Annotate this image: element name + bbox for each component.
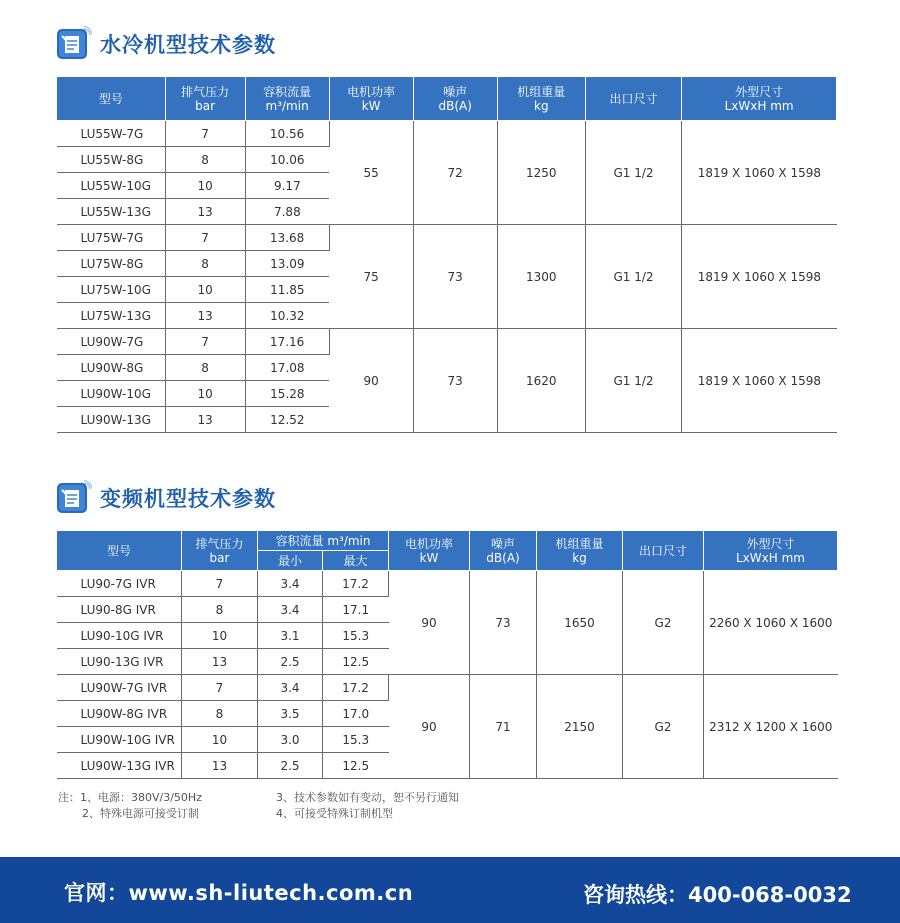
dims-cell: 2312 X 1200 X 1600 bbox=[704, 675, 838, 779]
section1-title-bar bbox=[56, 24, 276, 64]
weight-cell: 1650 bbox=[537, 571, 623, 675]
weight-cell: 2150 bbox=[537, 675, 623, 779]
weight-cell: 1250 bbox=[497, 121, 585, 225]
model-cell: LU90W-7G bbox=[57, 329, 166, 355]
flow-min-cell: 3.1 bbox=[258, 623, 323, 649]
col-model: 型号 bbox=[57, 531, 182, 571]
col-dims: 外型尺寸 LxWxH mm bbox=[682, 77, 837, 121]
flow-cell: 13.09 bbox=[245, 251, 329, 277]
noise-cell: 72 bbox=[413, 121, 497, 225]
outlet-cell: G2 bbox=[623, 675, 704, 779]
table-row bbox=[57, 225, 837, 251]
col-pressure: 排气压力 bar bbox=[182, 531, 258, 571]
col-flow: 容积流量 m³/min bbox=[245, 77, 329, 121]
weight-cell: 1300 bbox=[497, 225, 585, 329]
noise-cell: 73 bbox=[413, 329, 497, 433]
power-cell: 90 bbox=[329, 329, 413, 433]
pressure-cell: 7 bbox=[165, 225, 245, 251]
model-cell: LU90-13G IVR bbox=[57, 649, 182, 675]
col-outlet: 出口尺寸 bbox=[623, 531, 704, 571]
flow-cell: 11.85 bbox=[245, 277, 329, 303]
note-4: 4、可接受特殊订制机型 bbox=[276, 807, 393, 820]
flow-min-cell: 3.0 bbox=[258, 727, 323, 753]
dims-cell: 1819 X 1060 X 1598 bbox=[682, 225, 837, 329]
flow-min-cell: 2.5 bbox=[258, 649, 323, 675]
model-cell: LU55W-7G bbox=[57, 121, 166, 147]
noise-cell: 73 bbox=[470, 571, 537, 675]
pressure-cell: 7 bbox=[182, 675, 258, 701]
pressure-cell: 8 bbox=[182, 597, 258, 623]
outlet-cell: G1 1/2 bbox=[585, 225, 681, 329]
pressure-cell: 8 bbox=[165, 251, 245, 277]
weight-cell: 1620 bbox=[497, 329, 585, 433]
pressure-cell: 10 bbox=[165, 173, 245, 199]
pressure-cell: 13 bbox=[182, 649, 258, 675]
model-cell: LU90W-8G IVR bbox=[57, 701, 182, 727]
model-cell: LU75W-7G bbox=[57, 225, 166, 251]
table2-header-row bbox=[57, 531, 838, 551]
model-cell: LU55W-10G bbox=[57, 173, 166, 199]
noise-cell: 73 bbox=[413, 225, 497, 329]
model-cell: LU90W-10G IVR bbox=[57, 727, 182, 753]
water-cooled-spec-table bbox=[56, 76, 837, 433]
col-weight: 机组重量 kg bbox=[537, 531, 623, 571]
col-model: 型号 bbox=[57, 77, 166, 121]
flow-min-cell: 2.5 bbox=[258, 753, 323, 779]
flow-cell: 7.88 bbox=[245, 199, 329, 225]
flow-max-cell: 17.2 bbox=[323, 571, 389, 597]
pressure-cell: 7 bbox=[165, 329, 245, 355]
flow-cell: 9.17 bbox=[245, 173, 329, 199]
col-pressure: 排气压力 bar bbox=[165, 77, 245, 121]
table-row bbox=[57, 675, 838, 701]
website-text: 官网：www.sh-liutech.com.cn bbox=[64, 881, 414, 905]
flow-cell: 12.52 bbox=[245, 407, 329, 433]
dims-cell: 2260 X 1060 X 1600 bbox=[704, 571, 838, 675]
col-power: 电机功率 kW bbox=[329, 77, 413, 121]
flow-cell: 17.16 bbox=[245, 329, 329, 355]
flow-cell: 10.06 bbox=[245, 147, 329, 173]
flow-cell: 15.28 bbox=[245, 381, 329, 407]
flow-max-cell: 12.5 bbox=[323, 753, 389, 779]
note-1: 注：1、电源：380V/3/50Hz bbox=[58, 791, 202, 804]
flow-min-cell: 3.4 bbox=[258, 597, 323, 623]
pressure-cell: 10 bbox=[182, 623, 258, 649]
pressure-cell: 7 bbox=[165, 121, 245, 147]
model-cell: LU55W-13G bbox=[57, 199, 166, 225]
flow-max-cell: 17.2 bbox=[323, 675, 389, 701]
flow-max-cell: 17.0 bbox=[323, 701, 389, 727]
flow-min-cell: 3.5 bbox=[258, 701, 323, 727]
pressure-cell: 13 bbox=[165, 199, 245, 225]
table-row bbox=[57, 121, 837, 147]
model-cell: LU90W-7G IVR bbox=[57, 675, 182, 701]
pressure-cell: 7 bbox=[182, 571, 258, 597]
pressure-cell: 10 bbox=[182, 727, 258, 753]
section1-title: 水冷机型技术参数 bbox=[100, 33, 276, 57]
flow-cell: 13.68 bbox=[245, 225, 329, 251]
noise-cell: 71 bbox=[470, 675, 537, 779]
flow-max-cell: 17.1 bbox=[323, 597, 389, 623]
col-weight: 机组重量 kg bbox=[497, 77, 585, 121]
table1-header-row bbox=[57, 77, 837, 121]
col-outlet: 出口尺寸 bbox=[585, 77, 681, 121]
pressure-cell: 10 bbox=[165, 381, 245, 407]
power-cell: 90 bbox=[389, 571, 470, 675]
outlet-cell: G1 1/2 bbox=[585, 121, 681, 225]
flow-min-cell: 3.4 bbox=[258, 571, 323, 597]
pressure-cell: 8 bbox=[165, 147, 245, 173]
document-signal-icon bbox=[56, 480, 92, 516]
model-cell: LU90W-8G bbox=[57, 355, 166, 381]
flow-max-cell: 15.3 bbox=[323, 727, 389, 753]
col-flow: 容积流量 m³/min bbox=[258, 531, 389, 551]
flow-max-cell: 12.5 bbox=[323, 649, 389, 675]
table-row bbox=[57, 571, 838, 597]
col-noise: 噪声 dB(A) bbox=[413, 77, 497, 121]
col-noise: 噪声 dB(A) bbox=[470, 531, 537, 571]
note-2: 2、特殊电源可接受订制 bbox=[82, 807, 199, 820]
hotline-text: 咨询热线：400-068-0032 bbox=[583, 883, 852, 907]
document-signal-icon bbox=[56, 26, 92, 62]
dims-cell: 1819 X 1060 X 1598 bbox=[682, 121, 837, 225]
outlet-cell: G1 1/2 bbox=[585, 329, 681, 433]
pressure-cell: 13 bbox=[165, 407, 245, 433]
col-flow-min: 最小 bbox=[258, 551, 323, 571]
model-cell: LU75W-13G bbox=[57, 303, 166, 329]
model-cell: LU90-10G IVR bbox=[57, 623, 182, 649]
model-cell: LU90-7G IVR bbox=[57, 571, 182, 597]
model-cell: LU55W-8G bbox=[57, 147, 166, 173]
model-cell: LU75W-10G bbox=[57, 277, 166, 303]
outlet-cell: G2 bbox=[623, 571, 704, 675]
flow-max-cell: 15.3 bbox=[323, 623, 389, 649]
model-cell: LU90W-13G bbox=[57, 407, 166, 433]
vfd-spec-table bbox=[56, 530, 838, 779]
footer-bar bbox=[0, 857, 900, 923]
pressure-cell: 13 bbox=[182, 753, 258, 779]
table-row bbox=[57, 329, 837, 355]
col-power: 电机功率 kW bbox=[389, 531, 470, 571]
pressure-cell: 13 bbox=[165, 303, 245, 329]
power-cell: 75 bbox=[329, 225, 413, 329]
flow-cell: 10.56 bbox=[245, 121, 329, 147]
col-dims: 外型尺寸 LxWxH mm bbox=[704, 531, 838, 571]
power-cell: 90 bbox=[389, 675, 470, 779]
pressure-cell: 8 bbox=[182, 701, 258, 727]
section2-title-bar bbox=[56, 478, 276, 518]
model-cell: LU90W-10G bbox=[57, 381, 166, 407]
flow-cell: 17.08 bbox=[245, 355, 329, 381]
dims-cell: 1819 X 1060 X 1598 bbox=[682, 329, 837, 433]
model-cell: LU90-8G IVR bbox=[57, 597, 182, 623]
model-cell: LU75W-8G bbox=[57, 251, 166, 277]
model-cell: LU90W-13G IVR bbox=[57, 753, 182, 779]
flow-cell: 10.32 bbox=[245, 303, 329, 329]
power-cell: 55 bbox=[329, 121, 413, 225]
note-3: 3、技术参数如有变动，恕不另行通知 bbox=[276, 791, 459, 804]
section2-title: 变频机型技术参数 bbox=[100, 487, 276, 511]
pressure-cell: 10 bbox=[165, 277, 245, 303]
pressure-cell: 8 bbox=[165, 355, 245, 381]
flow-min-cell: 3.4 bbox=[258, 675, 323, 701]
col-flow-max: 最大 bbox=[323, 551, 389, 571]
